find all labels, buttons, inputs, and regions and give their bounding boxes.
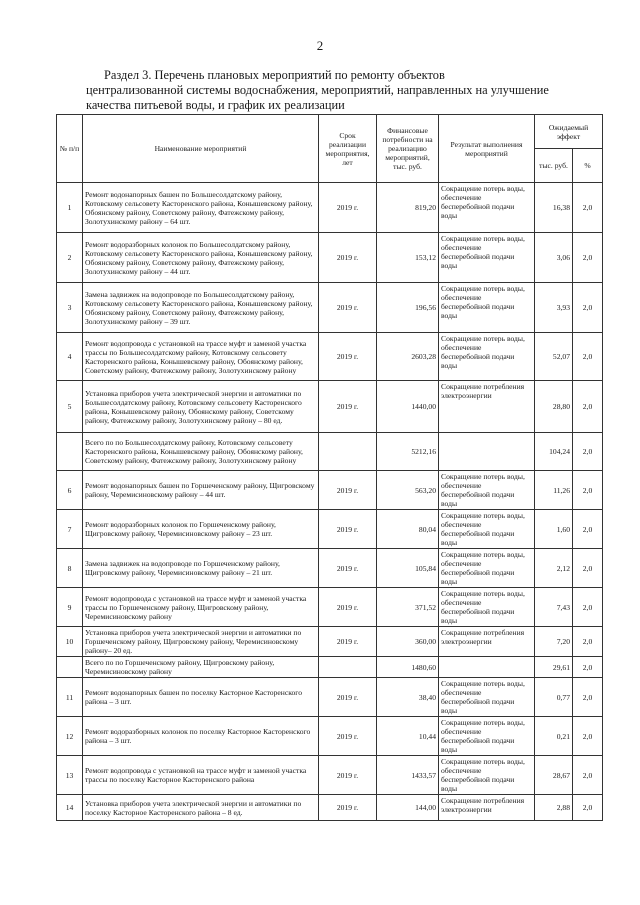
row-effect-pct: 2,0 xyxy=(573,283,603,333)
row-result xyxy=(439,657,535,678)
row-term xyxy=(319,657,377,678)
row-name: Ремонт водонапорных башен по поселку Касторное Касторенского района – 3 шт. xyxy=(83,678,319,717)
row-num xyxy=(57,657,83,678)
row-term xyxy=(319,433,377,471)
row-result: Сокращение потерь воды, обеспечение бесперебойной подачи воды xyxy=(439,471,535,510)
row-effect-pct: 2,0 xyxy=(573,627,603,657)
header-result: Результат выполнения мероприятий xyxy=(439,115,535,183)
row-num: 8 xyxy=(57,549,83,588)
header-effect: Ожидаемый эффект xyxy=(535,115,603,149)
row-effect-rub: 11,26 xyxy=(535,471,573,510)
row-effect-rub: 7,43 xyxy=(535,588,573,627)
row-effect-rub: 0,21 xyxy=(535,717,573,756)
row-name: Всего по по Большесолдатскому району, Котовскому сельсовету Касторенского района, Конышевскому району, Обоянскому району, Советскому району, Фатежскому району, Золотухинскому району xyxy=(83,433,319,471)
row-effect-rub: 52,07 xyxy=(535,333,573,381)
row-finance: 196,56 xyxy=(377,283,439,333)
row-effect-rub: 16,38 xyxy=(535,183,573,233)
row-num: 11 xyxy=(57,678,83,717)
row-num: 7 xyxy=(57,510,83,549)
row-finance: 10,44 xyxy=(377,717,439,756)
row-effect-pct: 2,0 xyxy=(573,433,603,471)
row-effect-pct: 2,0 xyxy=(573,233,603,283)
row-result: Сокращение потерь воды, обеспечение бесперебойной подачи воды xyxy=(439,717,535,756)
row-term: 2019 г. xyxy=(319,756,377,795)
row-result: Сокращение потребления электроэнергии xyxy=(439,627,535,657)
table-row xyxy=(57,183,603,233)
table-header-row xyxy=(57,115,603,149)
header-effect-rub: тыс. руб. xyxy=(535,149,573,183)
row-effect-pct: 2,0 xyxy=(573,510,603,549)
row-finance: 819,20 xyxy=(377,183,439,233)
row-effect-rub: 1,60 xyxy=(535,510,573,549)
row-finance: 80,04 xyxy=(377,510,439,549)
row-result: Сокращение потерь воды, обеспечение бесперебойной подачи воды xyxy=(439,233,535,283)
row-name: Ремонт водопровода с установкой на трассе муфт и заменой участка трассы по Большесолдатскому району, Котовскому сельсовету Касторенского района, Конышевскому району, Обоянскому району, Советскому району, Фатежскому району, Золотухинскому району xyxy=(83,333,319,381)
row-finance: 1480,60 xyxy=(377,657,439,678)
row-effect-rub: 28,80 xyxy=(535,381,573,433)
row-name: Ремонт водоразборных колонок по поселку Касторное Касторенского района – 3 шт. xyxy=(83,717,319,756)
row-result: Сокращение потерь воды, обеспечение бесперебойной подачи воды xyxy=(439,756,535,795)
row-num: 12 xyxy=(57,717,83,756)
row-term: 2019 г. xyxy=(319,381,377,433)
table-row xyxy=(57,471,603,510)
row-name: Установка приборов учета электрической энергии и автоматики по Большесолдатскому району, Котовскому сельсовету Касторенского района, Конышевскому району, Обоянскому району, Советскому району, Фатежскому району, Золотухинскому району – 80 ед. xyxy=(83,381,319,433)
header-term: Срок реализации мероприятия, лет xyxy=(319,115,377,183)
row-effect-rub: 28,67 xyxy=(535,756,573,795)
row-num: 9 xyxy=(57,588,83,627)
row-term: 2019 г. xyxy=(319,549,377,588)
row-name: Ремонт водопровода с установкой на трассе муфт и заменой участка трассы по поселку Касторное Касторенского района xyxy=(83,756,319,795)
measures-table xyxy=(56,114,603,821)
row-name: Ремонт водоразборных колонок по Горшеченскому району, Щигровскому району, Черемисиновскому району – 23 шт. xyxy=(83,510,319,549)
row-effect-pct: 2,0 xyxy=(573,588,603,627)
row-result: Сокращение потребления электроэнергии xyxy=(439,381,535,433)
row-term: 2019 г. xyxy=(319,717,377,756)
row-finance: 1440,00 xyxy=(377,381,439,433)
row-result: Сокращение потерь воды, обеспечение бесперебойной подачи воды xyxy=(439,183,535,233)
table-row xyxy=(57,433,603,471)
row-num: 3 xyxy=(57,283,83,333)
row-effect-pct: 2,0 xyxy=(573,381,603,433)
row-result: Сокращение потерь воды, обеспечение бесперебойной подачи воды xyxy=(439,678,535,717)
row-name: Установка приборов учета электрической энергии и автоматики по Горшеченскому району, Щигровскому району, Черемисиновскому району– 20 ед. xyxy=(83,627,319,657)
table-row xyxy=(57,717,603,756)
row-term: 2019 г. xyxy=(319,627,377,657)
row-term: 2019 г. xyxy=(319,510,377,549)
row-effect-rub: 7,20 xyxy=(535,627,573,657)
table-row xyxy=(57,795,603,821)
row-effect-rub: 3,93 xyxy=(535,283,573,333)
row-term: 2019 г. xyxy=(319,333,377,381)
table-body xyxy=(57,183,603,821)
row-finance: 105,84 xyxy=(377,549,439,588)
row-finance: 5212,16 xyxy=(377,433,439,471)
row-term: 2019 г. xyxy=(319,283,377,333)
row-result: Сокращение потерь воды, обеспечение бесперебойной подачи воды xyxy=(439,549,535,588)
table-row xyxy=(57,678,603,717)
row-finance: 144,00 xyxy=(377,795,439,821)
table-row xyxy=(57,283,603,333)
page-number: 2 xyxy=(316,38,324,53)
row-finance: 1433,57 xyxy=(377,756,439,795)
row-term: 2019 г. xyxy=(319,588,377,627)
row-term: 2019 г. xyxy=(319,183,377,233)
row-effect-pct: 2,0 xyxy=(573,678,603,717)
row-effect-rub: 2,88 xyxy=(535,795,573,821)
row-effect-pct: 2,0 xyxy=(573,795,603,821)
table-row xyxy=(57,333,603,381)
row-term: 2019 г. xyxy=(319,795,377,821)
row-effect-pct: 2,0 xyxy=(573,183,603,233)
table-row xyxy=(57,233,603,283)
row-finance: 371,52 xyxy=(377,588,439,627)
row-result: Сокращение потерь воды, обеспечение бесперебойной подачи воды xyxy=(439,588,535,627)
row-name: Ремонт водопровода с установкой на трассе муфт и заменой участка трассы по Горшеченскому району, Щигровскому району, Черемисиновскому району xyxy=(83,588,319,627)
row-num: 2 xyxy=(57,233,83,283)
row-effect-pct: 2,0 xyxy=(573,657,603,678)
heading-line-2: централизованной системы водоснабжения, мероприятий, направленных на улучшение xyxy=(86,83,549,97)
row-term: 2019 г. xyxy=(319,678,377,717)
table-row xyxy=(57,510,603,549)
row-finance: 360,00 xyxy=(377,627,439,657)
row-num: 5 xyxy=(57,381,83,433)
row-num: 6 xyxy=(57,471,83,510)
header-effect-pct: % xyxy=(573,149,603,183)
row-finance: 563,20 xyxy=(377,471,439,510)
row-name: Всего по по Горшеченскому району, Щигровскому району, Черемисиновскому району xyxy=(83,657,319,678)
row-effect-pct: 2,0 xyxy=(573,756,603,795)
row-effect-pct: 2,0 xyxy=(573,549,603,588)
row-effect-rub: 2,12 xyxy=(535,549,573,588)
header-finance: Финансовые потребности на реализацию мероприятий, тыс. руб. xyxy=(377,115,439,183)
row-name: Ремонт водоразборных колонок по Большесолдатскому району, Котовскому сельсовету Касторенского района, Конышевскому району, Обоянскому району, Советскому району, Фатежскому району, Золотухинскому району – 44 шт. xyxy=(83,233,319,283)
section-heading xyxy=(86,68,596,113)
table-row xyxy=(57,588,603,627)
row-num: 10 xyxy=(57,627,83,657)
row-name: Замена задвижек на водопроводе по Большесолдатскому району, Котовскому сельсовету Касторенского района, Конышевскому району, Обоянскому району, Советскому району, Фатежскому району, Золотухинскому району – 39 шт. xyxy=(83,283,319,333)
table-row xyxy=(57,627,603,657)
row-finance: 2603,28 xyxy=(377,333,439,381)
row-result: Сокращение потребления электроэнергии xyxy=(439,795,535,821)
row-num: 13 xyxy=(57,756,83,795)
table-row xyxy=(57,756,603,795)
row-result: Сокращение потерь воды, обеспечение бесперебойной подачи воды xyxy=(439,333,535,381)
row-result: Сокращение потерь воды, обеспечение бесперебойной подачи воды xyxy=(439,283,535,333)
row-effect-pct: 2,0 xyxy=(573,471,603,510)
row-effect-pct: 2,0 xyxy=(573,333,603,381)
header-num: № п/п xyxy=(57,115,83,183)
table-row xyxy=(57,657,603,678)
row-num: 4 xyxy=(57,333,83,381)
table-row xyxy=(57,381,603,433)
heading-line-3: качества питьевой воды, и график их реализации xyxy=(86,98,345,112)
row-name: Ремонт водонапорных башен по Горшеченскому району, Щигровскому району, Черемисиновскому району – 44 шт. xyxy=(83,471,319,510)
table-row xyxy=(57,549,603,588)
row-term: 2019 г. xyxy=(319,233,377,283)
row-result: Сокращение потерь воды, обеспечение бесперебойной подачи воды xyxy=(439,510,535,549)
row-term: 2019 г. xyxy=(319,471,377,510)
row-effect-rub: 29,61 xyxy=(535,657,573,678)
row-name: Ремонт водонапорных башен по Большесолдатскому району, Котовскому сельсовету Касторенского района, Конышевскому району, Обоянскому району, Советскому району, Фатежскому району, Золотухинскому району – 64 шт. xyxy=(83,183,319,233)
row-num: 14 xyxy=(57,795,83,821)
row-effect-rub: 0,77 xyxy=(535,678,573,717)
row-num: 1 xyxy=(57,183,83,233)
row-result xyxy=(439,433,535,471)
row-finance: 153,12 xyxy=(377,233,439,283)
row-finance: 38,40 xyxy=(377,678,439,717)
row-name: Замена задвижек на водопроводе по Горшеченскому району, Щигровскому району, Черемисиновскому району – 21 шт. xyxy=(83,549,319,588)
row-num xyxy=(57,433,83,471)
heading-line-1: Раздел 3. Перечень плановых мероприятий по ремонту объектов xyxy=(104,68,445,82)
row-name: Установка приборов учета электрической энергии и автоматики по поселку Касторное Касторенского района – 8 ед. xyxy=(83,795,319,821)
row-effect-rub: 104,24 xyxy=(535,433,573,471)
row-effect-rub: 3,06 xyxy=(535,233,573,283)
row-effect-pct: 2,0 xyxy=(573,717,603,756)
header-name: Наименование мероприятий xyxy=(83,115,319,183)
